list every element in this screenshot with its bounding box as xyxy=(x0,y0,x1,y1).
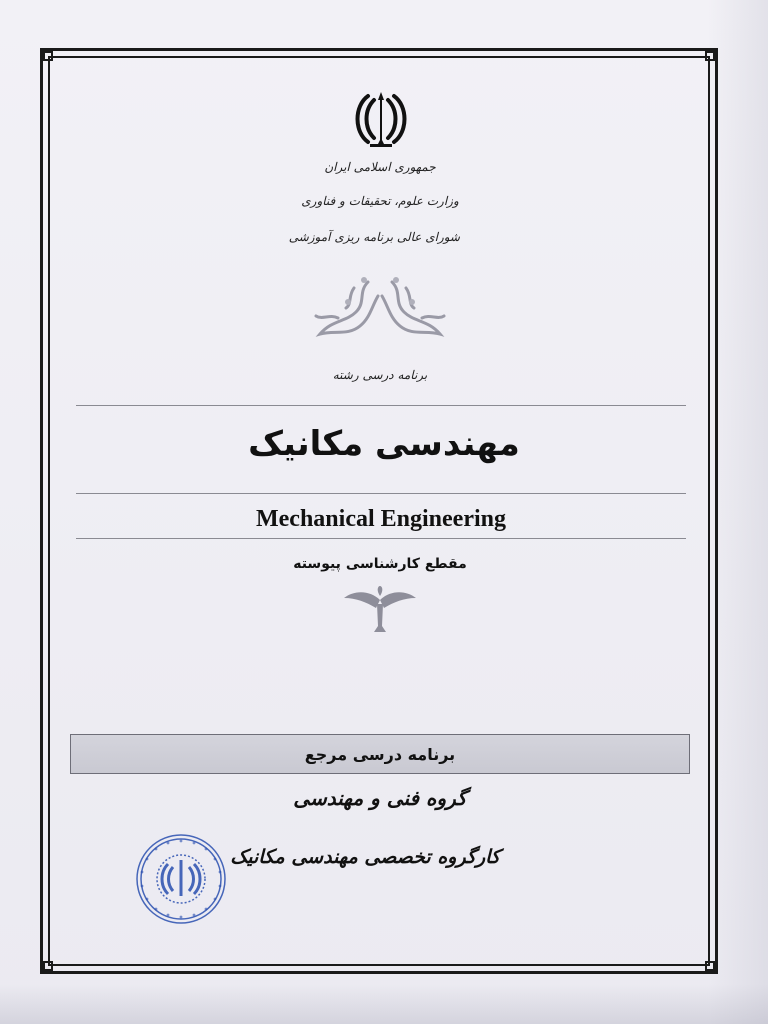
page-shadow-bottom xyxy=(0,984,768,1024)
country-name: جمهوری اسلامی ایران xyxy=(324,160,436,174)
mechanical-committee: کارگروه تخصصی مهندسی مکانیک xyxy=(230,846,500,868)
program-title-english: Mechanical Engineering xyxy=(256,506,506,532)
frame-corner-bottom-left xyxy=(43,961,53,971)
ministry-name: وزارت علوم، تحقیقات و فناوری xyxy=(301,194,459,208)
frame-corner-bottom-right xyxy=(705,961,715,971)
floral-ornament-icon xyxy=(308,272,452,348)
program-title-persian: مهندسی مکانیک xyxy=(248,424,520,464)
iran-emblem-icon xyxy=(348,86,414,152)
council-name: شورای عالی برنامه ریزی آموزشی xyxy=(288,230,460,244)
divider-line xyxy=(76,405,686,406)
degree-level: مقطع کارشناسی پیوسته xyxy=(293,556,467,572)
reference-curriculum-bar xyxy=(70,734,690,774)
program-label: برنامه درسی رشته xyxy=(332,368,428,382)
divider-line xyxy=(76,493,686,494)
official-seal-icon xyxy=(134,832,228,926)
leaf-ornament-icon xyxy=(340,586,420,634)
engineering-group: گروه فنی و مهندسی xyxy=(293,786,467,810)
frame-corner-top-right xyxy=(705,51,715,61)
divider-line xyxy=(76,538,686,539)
frame-corner-top-left xyxy=(43,51,53,61)
reference-curriculum-label: برنامه درسی مرجع xyxy=(304,744,456,764)
